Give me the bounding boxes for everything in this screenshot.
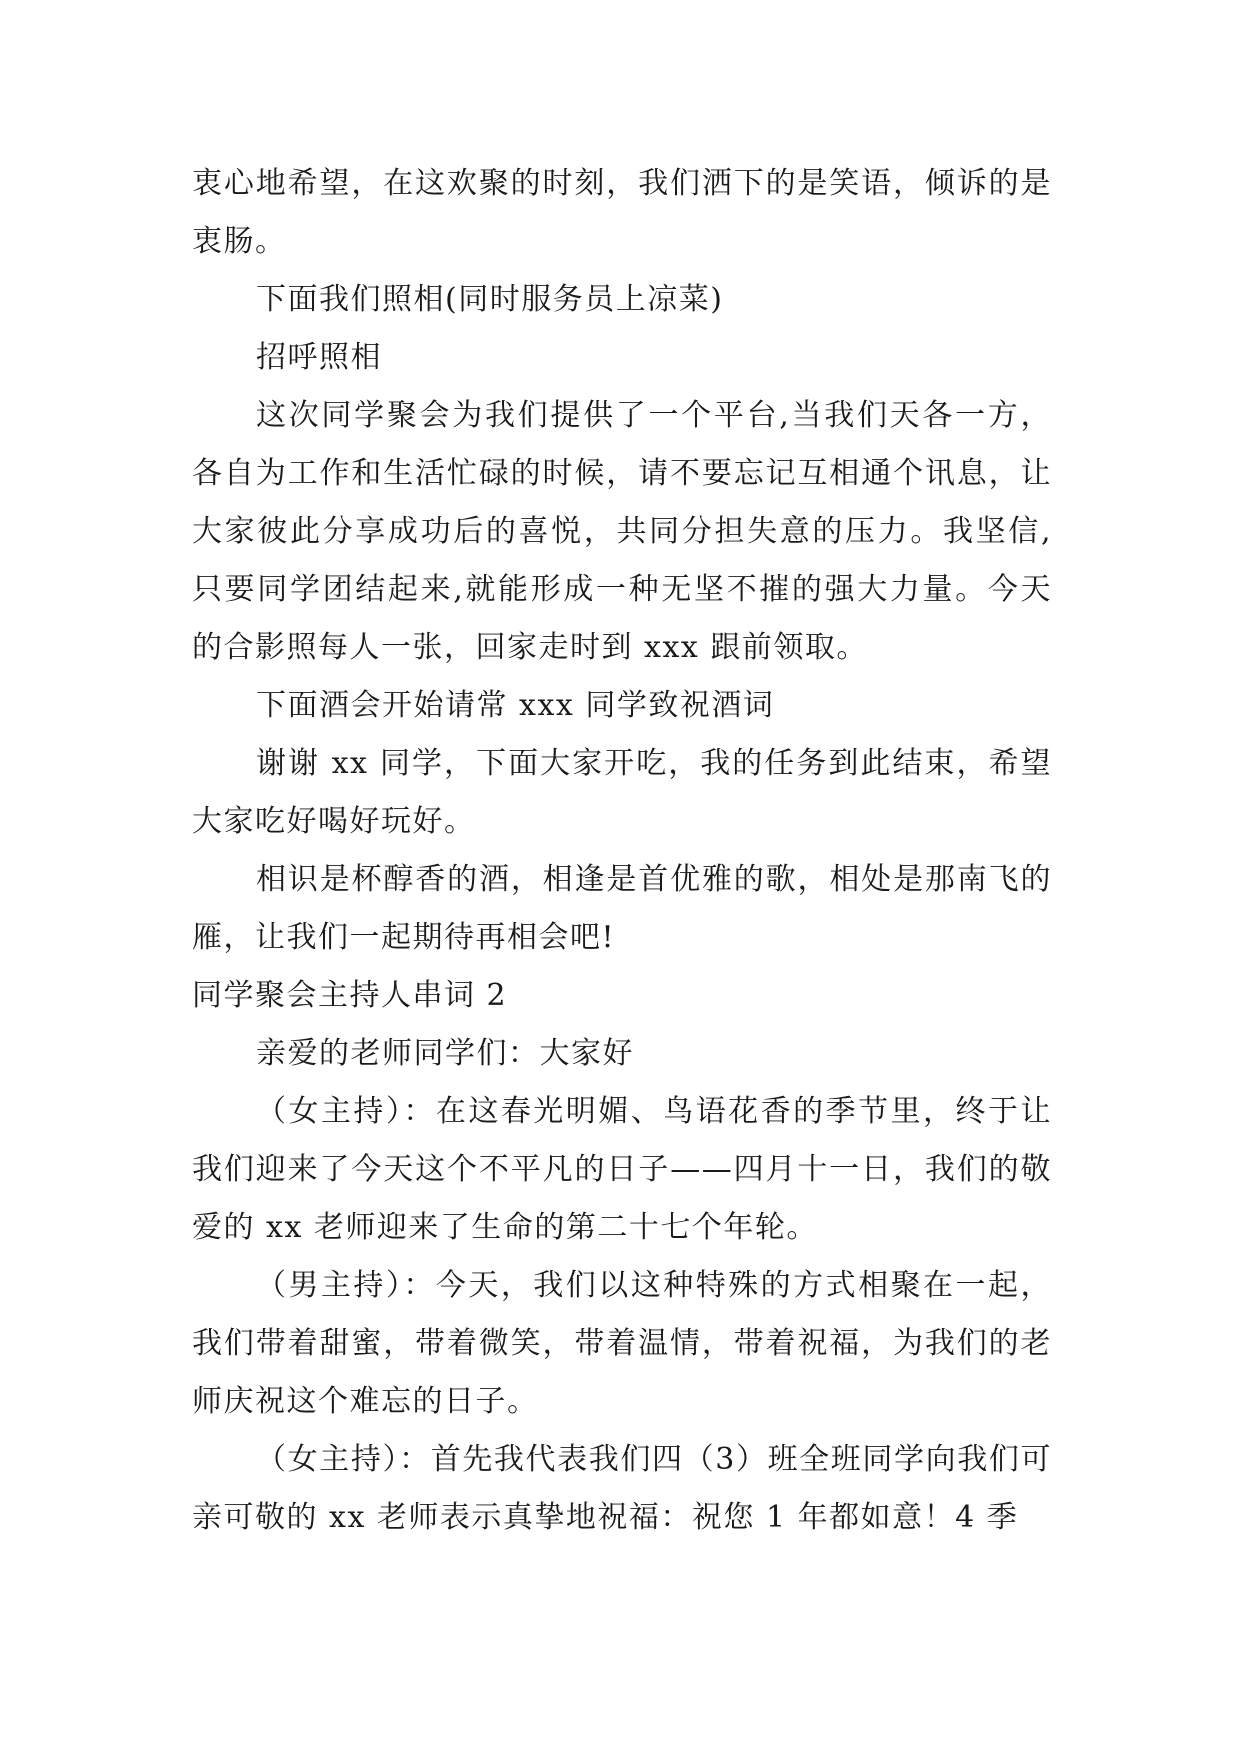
paragraph-female-host-1: （女主持）：在这春光明媚、鸟语花香的季节里，终于让我们迎来了今天这个不平凡的日子——四月十一日，我们的敬爱的 xx 老师迎来了生命的第二十七个年轮。 [192,1094,1052,1245]
paragraph-male-host-1: （男主持）：今天，我们以这种特殊的方式相聚在一起，我们带着甜蜜，带着微笑，带着温情，带着祝福，为我们的老师庆祝这个难忘的日子。 [192,1268,1052,1419]
paragraph-greeting: 亲爱的老师同学们：大家好 [256,1036,634,1071]
paragraph-female-host-2: （女主持）：首先我代表我们四（3）班全班同学向我们可亲可敬的 xx 老师表示真挚地祝福：祝您 1 年都如意！4 季 [192,1442,1052,1535]
document-page [192,155,1052,1547]
section-heading: 同学聚会主持人串词 2 [192,978,508,1013]
paragraph-photo-greeting: 招呼照相 [256,340,382,375]
paragraph-farewell: 相识是杯醇香的酒，相逢是首优雅的歌，相处是那南飞的雁，让我们一起期待再相会吧! [192,862,1052,955]
paragraph-closing-wish: 衷心地希望，在这欢聚的时刻，我们洒下的是笑语，倾诉的是衷肠。 [192,166,1052,259]
paragraph-thanks: 谢谢 xx 同学，下面大家开吃，我的任务到此结束，希望大家吃好喝好玩好。 [192,746,1052,839]
paragraph-reunion-platform: 这次同学聚会为我们提供了一个平台,当我们天各一方，各自为工作和生活忙碌的时候，请不要忘记互相通个讯息，让大家彼此分享成功后的喜悦，共同分担失意的压力。我坚信,只要同学团结起来,就能形成一种无坚不摧的强大力量。今天的合影照每人一张，回家走时到 xxx 跟前领取。 [192,398,1052,665]
paragraph-photo-call: 下面我们照相(同时服务员上凉菜) [256,282,724,317]
paragraph-toast-intro: 下面酒会开始请常 xxx 同学致祝酒词 [256,688,775,723]
